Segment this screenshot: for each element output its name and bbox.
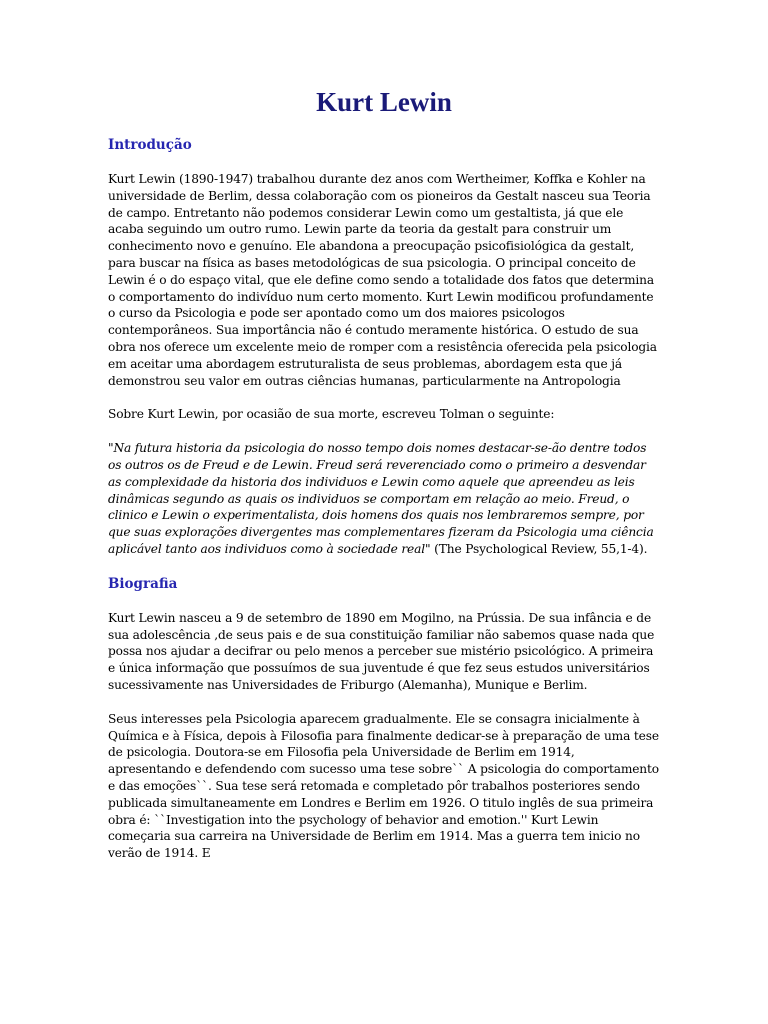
page-title: Kurt Lewin — [316, 87, 452, 117]
bio-paragraph-1: Kurt Lewin nasceu a 9 de setembro de 1890 em Mogilno, na Prússia. De sua infância e de sua adolescência ,de seus pais e de sua constituição familiar não sabemos quase nada que possa nos ajudar a decifrar ou pelo menos a perceber sue mistério psicológico. A primeira e única informação que possuímos de sua juventude é que fez seus estudos universitários sucessivamente nas Universidades de Friburgo (Alemanha), Munique e Berlim. — [108, 610, 655, 692]
bio-paragraph-2: Seus interesses pela Psicologia aparecem gradualmente. Ele se consagra inicialmente à Química e à Física, depois à Filosofia para finalmente dedicar-se à preparação de uma tese de psicologia. Doutora-se em Filosofia pela Universidade de Berlim em 1914, apresentando e defendendo com sucesso uma tese sobre`` A psicologia do comportamento e das emoções``. Sua tese será retomada e completado pôr trabalhos posteriores sendo publicada simultaneamente em Londres e Berlim em 1926. O titulo inglês de sua primeira obra é: ``Investigation into the psychology of behavior and emotion.'' Kurt Lewin começaria sua carreira na Universidade de Berlim em 1914. Mas a guerra tem inicio no verão de 1914. E — [108, 711, 659, 861]
section-heading-introducao: Introdução — [108, 137, 192, 153]
tolman-quote — [108, 440, 660, 558]
section-heading-biografia: Biografia — [108, 575, 178, 592]
document-page — [108, 84, 660, 879]
quote-text: "Na futura historia da psicologia do nosso tempo dois nomes destacar-se-ão dentre todos os outros os de Freud e de Lewin. Freud será reverenciado como o primeiro a desvendar as complexidade da historia dos individuos e Lewin como aquele que apreendeu as leis dinâmicas segundo as quais os individuos se comportam em relação ao meio. Freud, o clinico e Lewin o experimentalista, dois homens dos quais nos lembraremos sempre, por que suas explorações divergentes mas complementares fizeram da Psicologia uma ciência aplicável tanto aos individuos como à sociedade real" — [108, 441, 654, 556]
quote-citation: (The Psychological Review, 55,1-4). — [430, 541, 648, 556]
tolman-intro-paragraph: Sobre Kurt Lewin, por ocasião de sua morte, escreveu Tolman o seguinte: — [108, 407, 555, 422]
intro-paragraph: Kurt Lewin (1890-1947) trabalhou durante dez anos com Wertheimer, Koffka e Kohler na universidade de Berlim, dessa colaboração com os pioneiros da Gestalt nasceu sua Teoria de campo. Entretanto não podemos considerar Lewin como um gestaltista, já que ele acaba seguindo um outro rumo. Lewin parte da teoria da gestalt para construir um conhecimento novo e genuíno. Ele abandona a preocupação psicofisiológica da gestalt, para buscar na física as bases metodológicas de sua psicologia. O principal conceito de Lewin é o do espaço vital, que ele define como sendo a totalidade dos fatos que determina o comportamento do indivíduo num certo momento. Kurt Lewin modificou profundamente o curso da Psicologia e pode ser apontado como um dos maiores psicologos contemporâneos. Sua importância não é contudo meramente histórica. O estudo de sua obra nos oferece um excelente meio de romper com a resistência oferecida pela psicologia em aceitar uma abordagem estruturalista de seus problemas, abordagem esta que já demonstrou seu valor em outras ciências humanas, particularmente na Antropologia — [108, 172, 657, 388]
